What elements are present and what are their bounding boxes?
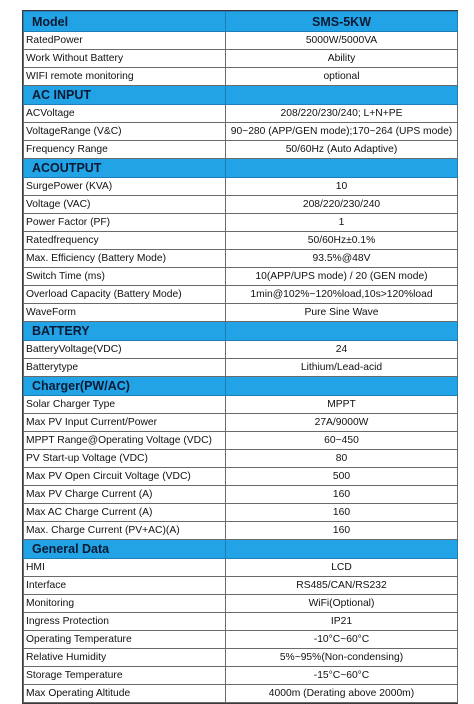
spec-label: Ratedfrequency [24, 232, 226, 250]
spec-row [24, 522, 458, 540]
section-title: Model [24, 12, 226, 32]
spec-label: Monitoring [24, 595, 226, 613]
spec-value: 50/60Hz (Auto Adaptive) [226, 141, 458, 159]
spec-label: SurgePower (KVA) [24, 178, 226, 196]
spec-row [24, 178, 458, 196]
spec-row [24, 250, 458, 268]
spec-value: 24 [226, 341, 458, 359]
spec-label: WaveForm [24, 304, 226, 322]
spec-row [24, 268, 458, 286]
spec-value: Pure Sine Wave [226, 304, 458, 322]
spec-label: PV Start-up Voltage (VDC) [24, 450, 226, 468]
section-title: General Data [24, 540, 226, 559]
section-header-value [226, 159, 458, 178]
section-title: Charger(PW/AC) [24, 377, 226, 396]
spec-value: 27A/9000W [226, 414, 458, 432]
spec-label: Overload Capacity (Battery Mode) [24, 286, 226, 304]
spec-label: VoltageRange (V&C) [24, 123, 226, 141]
spec-row [24, 286, 458, 304]
spec-row [24, 450, 458, 468]
spec-value: -15°C~60°C [226, 667, 458, 685]
spec-row [24, 123, 458, 141]
spec-row [24, 468, 458, 486]
spec-row [24, 631, 458, 649]
spec-row [24, 32, 458, 50]
spec-value: Lithium/Lead-acid [226, 359, 458, 377]
spec-row [24, 504, 458, 522]
spec-row [24, 486, 458, 504]
spec-label: Work Without Battery [24, 50, 226, 68]
spec-row [24, 613, 458, 631]
spec-label: RatedPower [24, 32, 226, 50]
spec-value: 90~280 (APP/GEN mode);170~264 (UPS mode) [226, 123, 458, 141]
spec-table [23, 11, 458, 703]
spec-value: 5%~95%(Non-condensing) [226, 649, 458, 667]
spec-value: 160 [226, 504, 458, 522]
section-title: BATTERY [24, 322, 226, 341]
spec-label: Max PV Input Current/Power [24, 414, 226, 432]
spec-label: Max Operating Altitude [24, 685, 226, 703]
section-header [24, 12, 458, 32]
spec-label: Relative Humidity [24, 649, 226, 667]
section-title: ACOUTPUT [24, 159, 226, 178]
spec-label: Interface [24, 577, 226, 595]
section-title: AC INPUT [24, 86, 226, 105]
spec-label: HMI [24, 559, 226, 577]
spec-label: Solar Charger Type [24, 396, 226, 414]
spec-row [24, 105, 458, 123]
spec-label: Switch Time (ms) [24, 268, 226, 286]
spec-value: 80 [226, 450, 458, 468]
spec-row [24, 68, 458, 86]
spec-label: Ingress Protection [24, 613, 226, 631]
spec-row [24, 667, 458, 685]
section-header-value [226, 86, 458, 105]
spec-label: Operating Temperature [24, 631, 226, 649]
spec-value: 500 [226, 468, 458, 486]
spec-value: RS485/CAN/RS232 [226, 577, 458, 595]
spec-row [24, 396, 458, 414]
spec-label: Max AC Charge Current (A) [24, 504, 226, 522]
section-header-value [226, 377, 458, 396]
spec-row [24, 214, 458, 232]
section-header-value: SMS-5KW [226, 12, 458, 32]
spec-row [24, 577, 458, 595]
spec-value: 50/60Hz±0.1% [226, 232, 458, 250]
spec-label: Max PV Open Circuit Voltage (VDC) [24, 468, 226, 486]
spec-value: 5000W/5000VA [226, 32, 458, 50]
spec-value: 10 [226, 178, 458, 196]
section-header [24, 540, 458, 559]
section-header [24, 159, 458, 178]
spec-row [24, 196, 458, 214]
spec-row [24, 50, 458, 68]
spec-value: 93.5%@48V [226, 250, 458, 268]
spec-row [24, 685, 458, 703]
spec-label: Max. Efficiency (Battery Mode) [24, 250, 226, 268]
spec-label: Max PV Charge Current (A) [24, 486, 226, 504]
spec-label: Voltage (VAC) [24, 196, 226, 214]
spec-value: IP21 [226, 613, 458, 631]
section-header [24, 377, 458, 396]
spec-value: Ability [226, 50, 458, 68]
spec-label: Storage Temperature [24, 667, 226, 685]
spec-label: Batterytype [24, 359, 226, 377]
spec-label: Frequency Range [24, 141, 226, 159]
spec-label: Max. Charge Current (PV+AC)(A) [24, 522, 226, 540]
spec-value: 10(APP/UPS mode) / 20 (GEN mode) [226, 268, 458, 286]
spec-value: 4000m (Derating above 2000m) [226, 685, 458, 703]
spec-value: LCD [226, 559, 458, 577]
spec-row [24, 414, 458, 432]
spec-sheet [22, 10, 458, 704]
spec-table-body [24, 12, 458, 703]
spec-row [24, 432, 458, 450]
spec-value: 208/220/230/240; L+N+PE [226, 105, 458, 123]
spec-row [24, 304, 458, 322]
spec-label: WIFI remote monitoring [24, 68, 226, 86]
section-header [24, 86, 458, 105]
spec-label: ACVoltage [24, 105, 226, 123]
spec-label: BatteryVoltage(VDC) [24, 341, 226, 359]
spec-value: 160 [226, 486, 458, 504]
spec-row [24, 341, 458, 359]
spec-row [24, 359, 458, 377]
section-header [24, 322, 458, 341]
spec-value: 60~450 [226, 432, 458, 450]
spec-row [24, 595, 458, 613]
spec-label: MPPT Range@Operating Voltage (VDC) [24, 432, 226, 450]
section-header-value [226, 322, 458, 341]
spec-row [24, 649, 458, 667]
spec-row [24, 141, 458, 159]
spec-value: WiFi(Optional) [226, 595, 458, 613]
spec-value: 160 [226, 522, 458, 540]
spec-value: 1min@102%~120%load,10s>120%load [226, 286, 458, 304]
spec-value: 1 [226, 214, 458, 232]
spec-value: 208/220/230/240 [226, 196, 458, 214]
spec-row [24, 232, 458, 250]
spec-value: -10°C~60°C [226, 631, 458, 649]
section-header-value [226, 540, 458, 559]
spec-row [24, 559, 458, 577]
spec-value: MPPT [226, 396, 458, 414]
spec-label: Power Factor (PF) [24, 214, 226, 232]
spec-value: optional [226, 68, 458, 86]
